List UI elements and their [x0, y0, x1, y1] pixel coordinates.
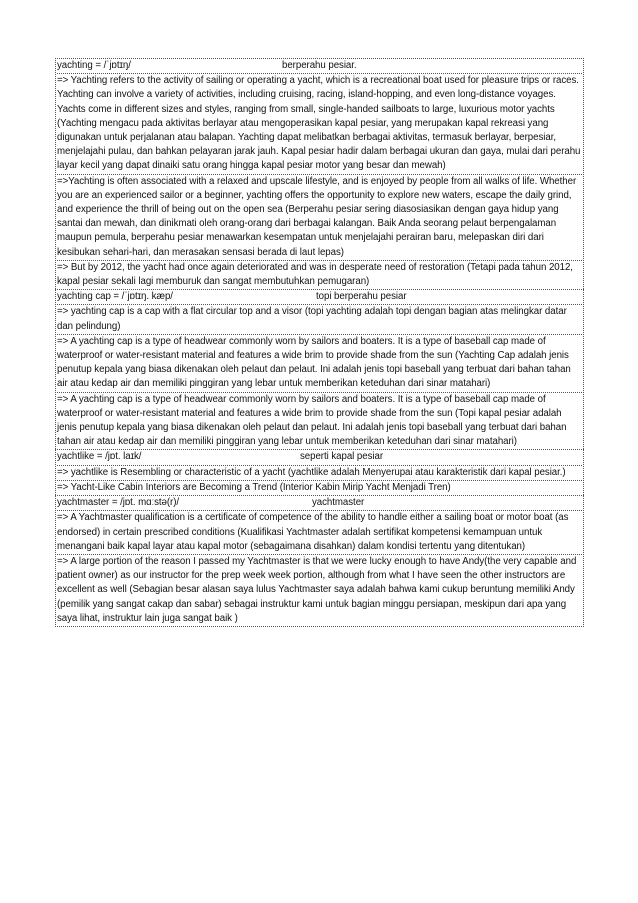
headword-row — [57, 496, 582, 510]
entry-term: yachtlike = /jɒt. laɪk/ — [57, 451, 142, 463]
entry-paragraph: => Yachting refers to the activity of sailing or operating a yacht, which is a recreational boat used for pleasure trips or races. Yachting can involve a variety of activities, including cruising, racing, island-hopping, and even long-distance voyages. Yachts come in different sizes and styles, ranging from small, single-handed sailboats to large, luxurious motor yachts (Yachting mengacu pada aktivitas berlayar atau mengoperasikan kapal pesiar, yang merupakan kapal rekreasi yang digunakan untuk perjalanan atau balapan. Yachting dapat melibatkan berbagai aktivitas, termasuk berlayar, berpesiar, menjelajahi pulau, dan bahkan pelayaran jarak jauh. Kapal pesiar hadir dalam berbagai ukuran dan gaya, mulai dari perahu layar kecil yang dapat dinaiki satu orang hingga kapal pesiar motor yang besar dan mewah) — [57, 73, 582, 173]
headword-row — [57, 450, 582, 464]
entry-paragraph: =>Yachting is often associated with a relaxed and upscale lifestyle, and is enjoyed by people from all walks of life. Whether you are an experienced sailor or a beginner, yachting offers the opportunity to explore new waters, escape the daily grind, and experience the thrill of being out on the open sea (Berperahu pesiar sering diasosiasikan dengan gaya hidup yang santai dan mewah, dan dinikmati oleh orang-orang dari berbagai kalangan. Baik Anda seorang pelaut berpengalaman maupun pemula, berperahu pesiar menawarkan kesempatan untuk menjelajahi perairan baru, melepaskan diri dari kesibukan sehari-hari, dan merasakan sensasi berada di laut lepas) — [57, 174, 582, 260]
entry-paragraph: => A large portion of the reason I passed my Yachtmaster is that we were lucky enough to have Andy(the very capable and patient owner) as our instructor for the prep week week portion, although from what I have seen the other instructors are excellent as well (Sebagian besar alasan saya lulus Yachtmaster saya adalah bahwa kami cukup beruntung memiliki Andy (pemilik yang sangat cakap dan sabar) sebagai instruktur kami untuk bagian minggu persiapan, meskipun dari apa yang saya lihat, instruktur lain juga sangat baik ) — [57, 554, 582, 626]
entry-yachting-cap — [55, 289, 584, 449]
entry-paragraph: => A yachting cap is a type of headwear commonly worn by sailors and boaters. It is a type of baseball cap made of waterproof or water-resistant material and features a wide brim to provide shade from the sun (Yachting Cap adalah jenis penutup kepala yang biasa dikenakan oleh pelaut dan pelaut. Ini adalah jenis topi baseball yang terbuat dari bahan tahan air atau kedap air dan memiliki pinggiran yang lebar untuk memberikan keteduhan dari sinar matahari) — [57, 334, 582, 392]
entry-paragraph: => yachtlike is Resembling or characteristic of a yacht (yachtlike adalah Menyerupai atau karakteristik dari kapal pesiar.) — [57, 465, 582, 480]
entry-translation: topi berperahu pesiar — [316, 291, 407, 303]
headword-row — [57, 59, 582, 73]
entry-yachtmaster — [55, 495, 584, 627]
entry-term: yachtmaster = /jɒt. mɑːstə(r)/ — [57, 497, 180, 509]
dictionary-document — [55, 58, 584, 627]
headword-row — [57, 290, 582, 304]
entry-paragraph: => A Yachtmaster qualification is a certificate of competence of the ability to handle either a sailing boat or motor boat (as endorsed) in certain prescribed conditions (Kualifikasi Yachtmaster adalah sertifikat kompetensi kemampuan untuk menangani baik kapal layar atau kapal motor (sebagaimana disahkan) dalam kondisi tertentu yang ditentukan) — [57, 510, 582, 554]
entry-term: yachting = /ˈjɒtɪŋ/ — [57, 60, 131, 71]
entry-yachtlike — [55, 449, 584, 495]
entry-term: yachting cap = /ˈjɒtɪŋ. kæp/ — [57, 291, 173, 303]
entry-paragraph: => A yachting cap is a type of headwear commonly worn by sailors and boaters. It is a type of baseball cap made of waterproof or water-resistant material and features a wide brim to provide shade from the sun (Topi kapal pesiar adalah jenis penutup kepala yang biasa dikenakan oleh pelaut dan pelaut. Ini adalah jenis topi baseball yang terbuat dari bahan tahan air atau kedap air dan memiliki pinggiran yang lebar untuk memberikan keteduhan dari sinar matahari) — [57, 392, 582, 450]
entry-paragraph: => Yacht-Like Cabin Interiors are Becoming a Trend (Interior Kabin Mirip Yacht Menjadi Tren) — [57, 480, 582, 495]
entry-translation: yachtmaster — [312, 497, 365, 509]
entry-translation: seperti kapal pesiar — [300, 451, 384, 463]
entry-paragraph: => yachting cap is a cap with a flat circular top and a visor (topi yachting adalah topi dengan bagian atas melingkar datar dan pelindung) — [57, 304, 582, 333]
entry-yachting — [55, 58, 584, 289]
entry-paragraph: => But by 2012, the yacht had once again deteriorated and was in desperate need of restoration (Tetapi pada tahun 2012, kapal pesiar sekali lagi memburuk dan sangat membutuhkan pemugaran) — [57, 260, 582, 289]
entry-translation: berperahu pesiar. — [282, 60, 357, 71]
